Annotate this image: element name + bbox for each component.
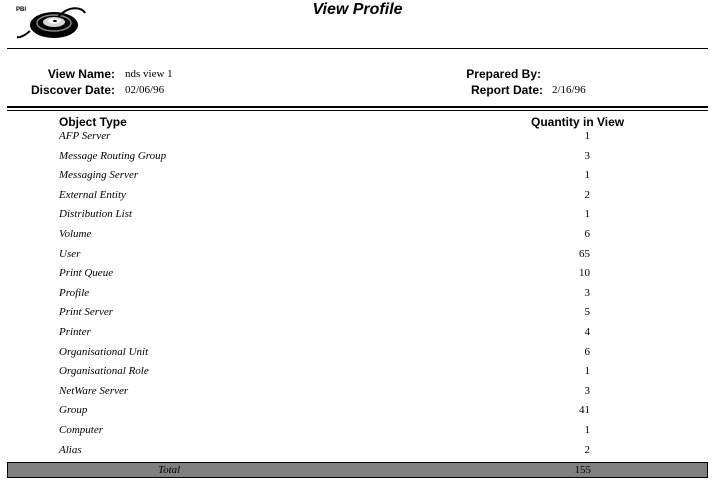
quantity-cell: 3: [584, 286, 590, 299]
table-row: [0, 402, 715, 422]
table-row: [0, 128, 715, 148]
quantity-cell: 1: [584, 365, 590, 378]
quantity-cell: 65: [579, 247, 590, 260]
object-type-cell: External Entity: [59, 188, 126, 201]
object-type-cell: Print Queue: [59, 267, 114, 280]
quantity-cell: 10: [579, 267, 590, 280]
total-label: Total: [158, 464, 181, 476]
object-table: [0, 128, 715, 461]
column-header-object-type: Object Type: [59, 115, 127, 129]
object-type-cell: Group: [59, 404, 88, 417]
view-name-label: View Name:: [47, 67, 115, 81]
quantity-cell: 1: [584, 208, 590, 221]
quantity-cell: 2: [584, 188, 590, 201]
column-header-quantity: Quantity in View: [531, 115, 625, 129]
quantity-cell: 41: [579, 404, 590, 417]
table-row: [0, 422, 715, 442]
quantity-cell: 6: [584, 227, 590, 240]
logo-text: PBI: [16, 7, 27, 13]
table-row: [0, 226, 715, 246]
object-type-cell: Profile: [59, 286, 90, 299]
quantity-cell: 3: [584, 149, 590, 162]
table-row: [0, 442, 715, 462]
meta-divider-top: [7, 106, 708, 108]
object-type-cell: Volume: [59, 227, 92, 240]
object-type-cell: User: [59, 247, 81, 260]
quantity-cell: 3: [584, 384, 590, 397]
object-type-cell: AFP Server: [59, 130, 111, 142]
table-row: [0, 285, 715, 305]
total-value: 155: [574, 464, 591, 476]
page-title: View Profile: [312, 1, 403, 18]
table-row: [0, 246, 715, 266]
object-type-cell: Printer: [59, 325, 91, 338]
table-row: [0, 187, 715, 207]
discover-date-label: Discover Date:: [30, 83, 115, 97]
prepared-by-label: Prepared By:: [466, 67, 541, 81]
discover-date-value: 02/06/96: [125, 84, 165, 96]
quantity-cell: 1: [584, 423, 590, 436]
view-name-value: nds view 1: [125, 68, 173, 80]
object-type-cell: Organisational Unit: [59, 345, 149, 358]
object-type-cell: Distribution List: [59, 208, 133, 221]
table-row: [0, 383, 715, 403]
total-row: [7, 462, 708, 478]
quantity-cell: 2: [584, 443, 590, 456]
table-row: [0, 344, 715, 364]
object-type-cell: Organisational Role: [59, 365, 149, 378]
object-type-cell: Messaging Server: [59, 169, 139, 182]
meta-divider-bottom: [7, 110, 708, 111]
report-date-label: Report Date:: [470, 83, 543, 97]
quantity-cell: 4: [584, 325, 590, 338]
quantity-cell: 1: [584, 169, 590, 182]
report-date-value: 2/16/96: [552, 84, 586, 96]
quantity-cell: 6: [584, 345, 590, 358]
table-row: [0, 167, 715, 187]
table-row: [0, 324, 715, 344]
object-type-cell: Message Routing Group: [59, 149, 167, 162]
table-row: [0, 206, 715, 226]
object-type-cell: Alias: [59, 443, 82, 456]
table-row: [0, 304, 715, 324]
quantity-cell: 5: [584, 306, 590, 319]
object-type-cell: Print Server: [59, 306, 114, 319]
quantity-cell: 1: [584, 130, 590, 142]
table-row: [0, 363, 715, 383]
object-type-cell: Computer: [59, 423, 103, 436]
header-divider: [7, 48, 708, 49]
table-row: [0, 148, 715, 168]
table-row: [0, 265, 715, 285]
object-type-cell: NetWare Server: [59, 384, 129, 397]
